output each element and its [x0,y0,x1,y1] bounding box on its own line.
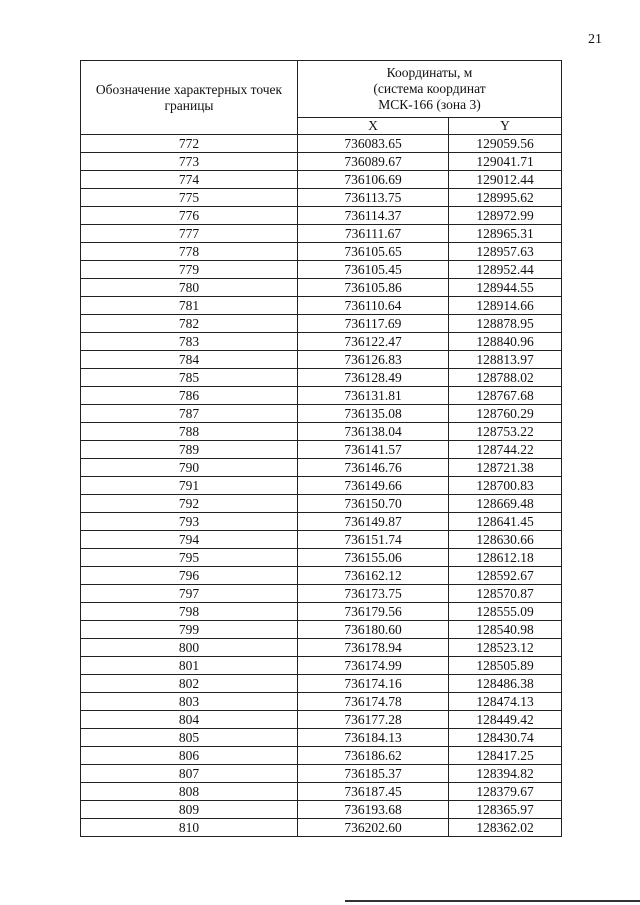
y-coordinate-cell: 128474.13 [449,693,562,711]
table-row [81,783,562,801]
y-coordinate-cell: 128540.98 [449,621,562,639]
point-id-cell: 789 [81,441,298,459]
x-coordinate-cell: 736105.45 [298,261,449,279]
y-coordinate-cell: 128630.66 [449,531,562,549]
table-body [81,135,562,837]
x-coordinate-cell: 736089.67 [298,153,449,171]
table-row [81,477,562,495]
point-id-cell: 805 [81,729,298,747]
table-row [81,819,562,837]
table-row [81,513,562,531]
x-coordinate-cell: 736151.74 [298,531,449,549]
coordinates-column-header [298,61,562,118]
point-id-cell: 783 [81,333,298,351]
y-coordinate-cell: 128995.62 [449,189,562,207]
y-coordinate-cell: 128957.63 [449,243,562,261]
y-coordinate-cell: 128760.29 [449,405,562,423]
x-coordinate-cell: 736162.12 [298,567,449,585]
point-id-cell: 800 [81,639,298,657]
x-coordinate-cell: 736105.65 [298,243,449,261]
table-row [81,657,562,675]
y-coordinate-cell: 128767.68 [449,387,562,405]
point-id-cell: 776 [81,207,298,225]
point-id-cell: 775 [81,189,298,207]
point-id-cell: 788 [81,423,298,441]
y-coordinate-cell: 128965.31 [449,225,562,243]
point-id-cell: 773 [81,153,298,171]
table-row [81,549,562,567]
x-coordinate-cell: 736150.70 [298,495,449,513]
point-id-cell: 801 [81,657,298,675]
point-id-cell: 782 [81,315,298,333]
point-id-cell: 799 [81,621,298,639]
y-coordinate-cell: 128362.02 [449,819,562,837]
y-coordinate-cell: 128744.22 [449,441,562,459]
point-id-cell: 772 [81,135,298,153]
y-coordinate-cell: 128700.83 [449,477,562,495]
y-coordinate-cell: 128612.18 [449,549,562,567]
point-id-cell: 791 [81,477,298,495]
table-row [81,207,562,225]
x-coordinate-cell: 736138.04 [298,423,449,441]
table-row [81,585,562,603]
x-coordinate-cell: 736135.08 [298,405,449,423]
table-row [81,801,562,819]
table-row [81,729,562,747]
coordinates-header-line-1: Координаты, м [386,65,473,80]
point-id-cell: 786 [81,387,298,405]
table-row [81,621,562,639]
point-id-cell: 807 [81,765,298,783]
x-coordinate-cell: 736110.64 [298,297,449,315]
x-coordinate-cell: 736141.57 [298,441,449,459]
x-coordinate-cell: 736113.75 [298,189,449,207]
y-coordinate-cell: 128394.82 [449,765,562,783]
x-coordinate-cell: 736174.16 [298,675,449,693]
x-coordinate-cell: 736187.45 [298,783,449,801]
x-coordinate-cell: 736149.87 [298,513,449,531]
table-row [81,279,562,297]
y-coordinate-cell: 128788.02 [449,369,562,387]
y-column-header: Y [449,118,562,135]
x-coordinate-cell: 736128.49 [298,369,449,387]
table-row [81,297,562,315]
table-row [81,369,562,387]
y-coordinate-cell: 129059.56 [449,135,562,153]
table-row [81,459,562,477]
y-coordinate-cell: 128449.42 [449,711,562,729]
point-id-cell: 798 [81,603,298,621]
coordinates-table [80,60,562,837]
x-coordinate-cell: 736174.99 [298,657,449,675]
x-coordinate-cell: 736155.06 [298,549,449,567]
point-id-cell: 790 [81,459,298,477]
point-column-header: Обозначение характерных точек границы [81,61,298,135]
table-row [81,387,562,405]
y-coordinate-cell: 129012.44 [449,171,562,189]
table-row [81,171,562,189]
point-id-cell: 784 [81,351,298,369]
bottom-rule [345,900,640,902]
y-coordinate-cell: 128878.95 [449,315,562,333]
point-id-cell: 793 [81,513,298,531]
point-id-cell: 804 [81,711,298,729]
x-coordinate-cell: 736106.69 [298,171,449,189]
point-id-cell: 777 [81,225,298,243]
y-coordinate-cell: 128669.48 [449,495,562,513]
table-row [81,351,562,369]
table-row [81,711,562,729]
point-id-cell: 797 [81,585,298,603]
page-number: 21 [588,32,602,47]
table-row [81,495,562,513]
y-coordinate-cell: 128570.87 [449,585,562,603]
y-coordinate-cell: 128944.55 [449,279,562,297]
table-row [81,423,562,441]
y-coordinate-cell: 128914.66 [449,297,562,315]
x-coordinate-cell: 736174.78 [298,693,449,711]
x-coordinate-cell: 736202.60 [298,819,449,837]
x-coordinate-cell: 736149.66 [298,477,449,495]
x-column-header: X [298,118,449,135]
point-id-cell: 778 [81,243,298,261]
table-row [81,189,562,207]
table-row [81,153,562,171]
table-row [81,531,562,549]
y-coordinate-cell: 128430.74 [449,729,562,747]
x-coordinate-cell: 736179.56 [298,603,449,621]
point-id-cell: 794 [81,531,298,549]
point-id-cell: 779 [81,261,298,279]
point-id-cell: 787 [81,405,298,423]
point-id-cell: 796 [81,567,298,585]
y-coordinate-cell: 128486.38 [449,675,562,693]
point-id-cell: 774 [81,171,298,189]
table-row [81,693,562,711]
point-id-cell: 808 [81,783,298,801]
table-row [81,441,562,459]
x-coordinate-cell: 736114.37 [298,207,449,225]
point-id-cell: 780 [81,279,298,297]
coordinates-header-line-3: МСК-166 (зона 3) [378,97,481,112]
x-coordinate-cell: 736131.81 [298,387,449,405]
table-row [81,567,562,585]
table-row [81,405,562,423]
table-row [81,675,562,693]
y-coordinate-cell: 128641.45 [449,513,562,531]
y-coordinate-cell: 128592.67 [449,567,562,585]
table-row [81,333,562,351]
table-row [81,747,562,765]
x-coordinate-cell: 736180.60 [298,621,449,639]
point-id-cell: 810 [81,819,298,837]
point-id-cell: 803 [81,693,298,711]
point-id-cell: 795 [81,549,298,567]
y-coordinate-cell: 128365.97 [449,801,562,819]
y-coordinate-cell: 128753.22 [449,423,562,441]
x-coordinate-cell: 736193.68 [298,801,449,819]
table-row [81,135,562,153]
y-coordinate-cell: 128505.89 [449,657,562,675]
y-coordinate-cell: 128813.97 [449,351,562,369]
x-coordinate-cell: 736117.69 [298,315,449,333]
point-id-cell: 792 [81,495,298,513]
x-coordinate-cell: 736105.86 [298,279,449,297]
table-row [81,765,562,783]
y-coordinate-cell: 128952.44 [449,261,562,279]
x-coordinate-cell: 736186.62 [298,747,449,765]
x-coordinate-cell: 736184.13 [298,729,449,747]
y-coordinate-cell: 128721.38 [449,459,562,477]
table-row [81,243,562,261]
x-coordinate-cell: 736178.94 [298,639,449,657]
x-coordinate-cell: 736083.65 [298,135,449,153]
point-id-cell: 785 [81,369,298,387]
y-coordinate-cell: 128840.96 [449,333,562,351]
y-coordinate-cell: 128417.25 [449,747,562,765]
x-coordinate-cell: 736177.28 [298,711,449,729]
y-coordinate-cell: 128972.99 [449,207,562,225]
coordinates-header-line-2: (система координат [373,81,486,96]
point-id-cell: 781 [81,297,298,315]
x-coordinate-cell: 736185.37 [298,765,449,783]
table-row [81,261,562,279]
x-coordinate-cell: 736122.47 [298,333,449,351]
table-row [81,603,562,621]
table-row [81,225,562,243]
table-row [81,639,562,657]
table-row [81,315,562,333]
point-id-cell: 809 [81,801,298,819]
point-id-cell: 802 [81,675,298,693]
point-id-cell: 806 [81,747,298,765]
x-coordinate-cell: 736126.83 [298,351,449,369]
x-coordinate-cell: 736111.67 [298,225,449,243]
y-coordinate-cell: 128379.67 [449,783,562,801]
y-coordinate-cell: 128523.12 [449,639,562,657]
y-coordinate-cell: 129041.71 [449,153,562,171]
x-coordinate-cell: 736173.75 [298,585,449,603]
y-coordinate-cell: 128555.09 [449,603,562,621]
x-coordinate-cell: 736146.76 [298,459,449,477]
